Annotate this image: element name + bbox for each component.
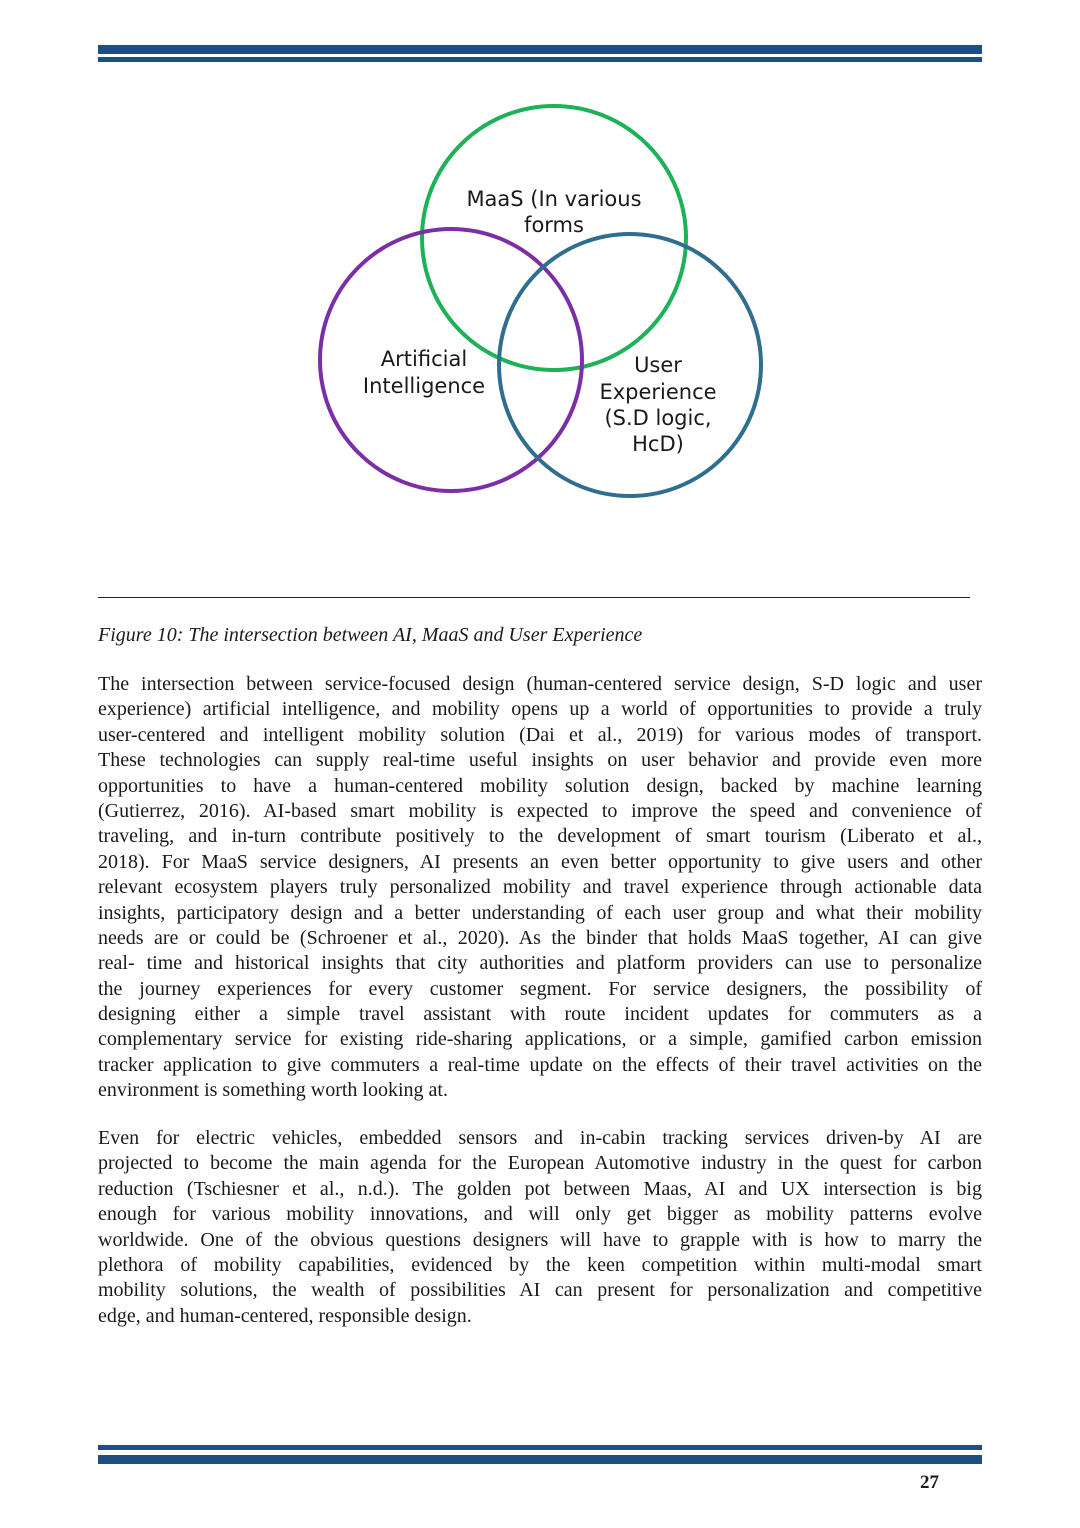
venn-diagram bbox=[300, 95, 780, 505]
text-line: designing either a simple travel assistant with route incident updates for commuters as a bbox=[98, 1003, 982, 1026]
text-line: insights, participatory design and a better understanding of each user group and what their mobility bbox=[98, 901, 982, 924]
venn-circle-maas bbox=[422, 106, 686, 370]
venn-label-ai-1: Artificial bbox=[380, 347, 468, 371]
venn-circle-ux bbox=[499, 234, 761, 496]
figure-separator-line bbox=[98, 597, 970, 598]
body-paragraph-1 bbox=[98, 672, 982, 1104]
page-number: 27 bbox=[920, 1472, 939, 1493]
venn-label-ai-2: Intelligence bbox=[362, 374, 486, 398]
text-line: needs are or could be (Schroener et al., 2020). As the binder that holds MaaS together, AI can give bbox=[98, 926, 982, 949]
text-line: plethora of mobility capabilities, evidenced by the keen competition within multi-modal smart bbox=[98, 1253, 982, 1276]
text-line: relevant ecosystem players truly personalized mobility and travel experience through actionable data bbox=[98, 876, 982, 899]
venn-label-maas-1: MaaS (In various bbox=[466, 187, 642, 211]
text-line: environment is something worth looking at. bbox=[98, 1079, 448, 1102]
text-line: the journey experiences for every customer segment. For service designers, the possibility of bbox=[98, 977, 982, 1000]
figure-caption: Figure 10: The intersection between AI, MaaS and User Experience bbox=[98, 624, 643, 646]
text-line: Even for electric vehicles, embedded sensors and in-cabin tracking services driven-by AI are bbox=[98, 1127, 982, 1149]
text-line: complementary service for existing ride-sharing applications, or a simple, gamified carbon emission bbox=[98, 1028, 982, 1051]
venn-label-ux-2: Experience bbox=[599, 380, 717, 404]
text-line: mobility solutions, the wealth of possibilities AI can present for personalization and competitive bbox=[98, 1279, 982, 1302]
text-line: experience) artificial intelligence, and mobility opens up a world of opportunities to provide a truly bbox=[98, 698, 982, 721]
venn-label-ux-4: HcD) bbox=[632, 432, 684, 456]
text-line: edge, and human-centered, responsible design. bbox=[98, 1304, 472, 1327]
text-line: The intersection between service-focused design (human-centered service design, S-D logic and user bbox=[98, 673, 982, 695]
text-line: These technologies can supply real-time useful insights on user behavior and provide even more bbox=[98, 749, 982, 772]
text-line: worldwide. One of the obvious questions designers will have to grapple with is how to marry the bbox=[98, 1228, 982, 1251]
venn-label-ux-1: User bbox=[634, 353, 682, 377]
footer-rule-thin bbox=[98, 1445, 982, 1450]
text-line: reduction (Tschiesner et al., n.d.). The golden pot between Maas, AI and UX intersection is big bbox=[98, 1177, 982, 1200]
text-line: user-centered and intelligent mobility solution (Dai et al., 2019) for various modes of transport. bbox=[98, 723, 982, 746]
text-line: tracker application to give commuters a real-time update on the effects of their travel activities on the bbox=[98, 1053, 982, 1076]
text-line: traveling, and in-turn contribute positively to the development of smart tourism (Liberato et al., bbox=[98, 825, 982, 848]
header-rule-thick bbox=[98, 45, 982, 54]
text-line: projected to become the main agenda for the European Automotive industry in the quest for carbon bbox=[98, 1152, 982, 1175]
footer-rule-thick bbox=[98, 1455, 982, 1464]
text-line: enough for various mobility innovations, and will only get bigger as mobility patterns evolve bbox=[98, 1203, 982, 1226]
body-paragraph-2 bbox=[98, 1126, 982, 1329]
text-line: 2018). For MaaS service designers, AI presents an even better opportunity to give users and other bbox=[98, 850, 982, 873]
venn-label-maas-2: forms bbox=[524, 213, 584, 237]
venn-label-ux-3: (S.D logic, bbox=[604, 406, 712, 430]
text-line: opportunities to have a human-centered mobility solution design, backed by machine learning bbox=[98, 774, 982, 797]
header-rule-thin bbox=[98, 57, 982, 62]
text-line: (Gutierrez, 2016). AI-based smart mobility is expected to improve the speed and convenience of bbox=[98, 799, 982, 822]
text-line: real- time and historical insights that city authorities and platform providers can use to personalize bbox=[98, 952, 982, 975]
